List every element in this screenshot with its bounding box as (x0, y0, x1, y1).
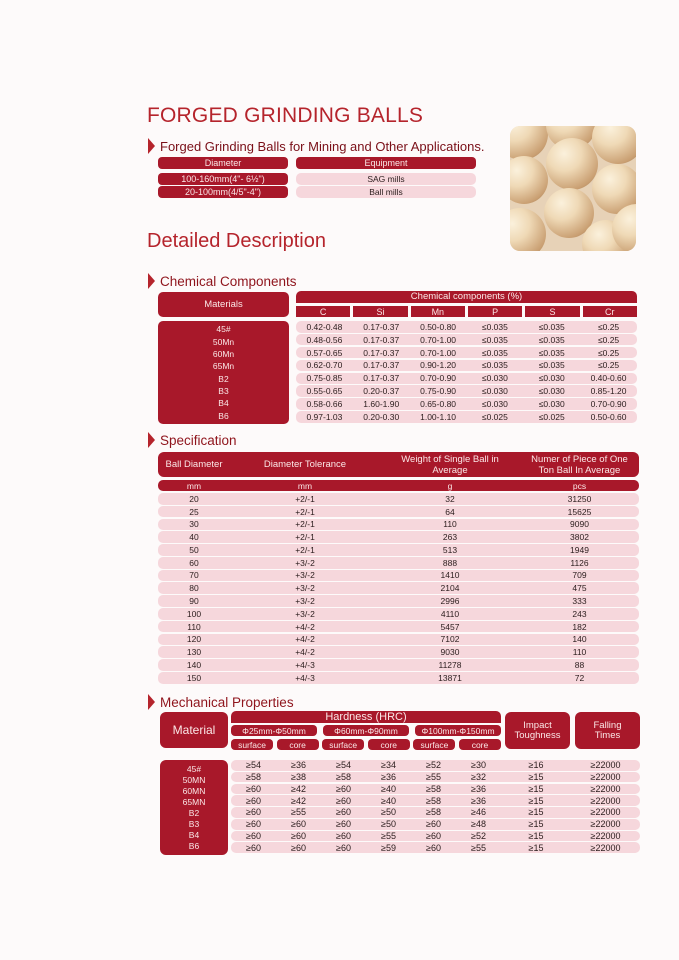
mech-heading-text: Mechanical Properties (160, 694, 294, 710)
spec-cell: +4/-2 (295, 647, 315, 658)
chem-cell: 0.62-0.70 (306, 360, 343, 371)
spec-row (158, 506, 639, 518)
mech-cell: ≥40 (381, 795, 396, 806)
bullet-triangle-icon (148, 273, 155, 289)
chem-cell: 1.60-1.90 (363, 399, 400, 410)
mech-cell: ≥15 (528, 807, 544, 818)
intro-equipment-2: Ball mills (296, 186, 476, 198)
mech-cell: ≥22000 (590, 842, 621, 853)
mech-cell: ≥52 (426, 760, 441, 771)
spec-row (158, 531, 639, 543)
chem-row (296, 373, 637, 385)
spec-cell: 100 (186, 608, 202, 619)
spec-cell: +4/-2 (295, 621, 315, 632)
spec-cell: 50 (189, 544, 199, 555)
chem-row (296, 334, 637, 346)
mech-cell: ≥32 (471, 772, 486, 783)
mech-cell: ≥60 (336, 807, 351, 818)
chem-cell: ≤0.25 (597, 360, 620, 371)
mech-cell: ≥55 (426, 772, 441, 783)
chem-cell: 0.75-0.85 (306, 373, 343, 384)
hardness-ranges (231, 725, 501, 737)
mech-cell: ≥60 (246, 819, 261, 830)
mech-cell: ≥50 (381, 819, 396, 830)
chem-materials-column (158, 321, 289, 424)
spec-cell: 2996 (440, 596, 460, 607)
chem-cell: 0.17-0.37 (363, 334, 400, 345)
mech-row (231, 760, 640, 771)
chem-heading (148, 273, 297, 289)
mech-cell: ≥22000 (590, 819, 621, 830)
grinding-balls-photo (510, 126, 636, 251)
chem-heading-text: Chemical Components (160, 273, 297, 289)
mech-material-label: B3 (188, 819, 200, 830)
mech-cell: ≥60 (426, 842, 441, 853)
bullet-triangle-icon (148, 432, 155, 448)
chem-material-label: 45# (216, 324, 231, 335)
spec-cell: +3/-2 (295, 608, 315, 619)
spec-unit-cell: mm (297, 480, 313, 491)
hardness-range: Φ100mm-Φ150mm (415, 725, 501, 736)
mech-material-label: 50MN (182, 774, 206, 785)
hardness-subheaders (231, 739, 501, 750)
hardness-subheader: core (459, 739, 501, 750)
spec-cell: 5457 (440, 621, 460, 632)
spec-cell: +4/-3 (295, 672, 315, 683)
mech-cell: ≥16 (528, 760, 544, 771)
spec-cell: 150 (186, 672, 202, 683)
spec-row (158, 672, 639, 684)
spec-cell: 4110 (440, 608, 460, 619)
mech-row (231, 819, 640, 830)
spec-cell: 140 (186, 659, 202, 670)
spec-cell: 80 (189, 583, 199, 594)
spec-cell: 11278 (438, 659, 462, 670)
mech-cell: ≥60 (246, 830, 261, 841)
mech-cell: ≥60 (336, 795, 351, 806)
spec-cell: 709 (572, 570, 587, 581)
spec-cell: +2/-1 (295, 532, 315, 543)
spec-cell: 9030 (440, 647, 460, 658)
mech-cell: ≥60 (246, 842, 261, 853)
mech-cell: ≥42 (291, 783, 306, 794)
intro-diameter-2: 20-100mm(4/5"-4") (158, 186, 288, 198)
hardness-subheader: core (277, 739, 319, 750)
impact-header: Impact Toughness (505, 712, 570, 749)
chem-cell: ≤0.025 (481, 412, 508, 423)
chem-column-header: S (525, 306, 579, 317)
spec-unit-cell: g (447, 480, 453, 491)
chem-cell: ≤0.030 (481, 399, 508, 410)
spec-row (158, 621, 639, 633)
spec-cell: 888 (442, 557, 458, 568)
mech-row (231, 772, 640, 783)
hardness-subheader: surface (413, 739, 455, 750)
mech-cell: ≥22000 (590, 795, 621, 806)
spec-heading (148, 432, 237, 448)
mech-cell: ≥54 (336, 760, 351, 771)
chem-cell: 0.75-0.90 (420, 386, 457, 397)
spec-unit-cell: mm (186, 480, 202, 491)
mech-cell: ≥36 (471, 783, 486, 794)
mech-materials-column (160, 760, 228, 855)
chem-cell: ≤0.035 (538, 334, 565, 345)
spec-cell: 15625 (567, 506, 592, 517)
mech-cell: ≥15 (528, 830, 544, 841)
spec-cell: 110 (572, 647, 587, 658)
spec-cell: +3/-2 (295, 557, 315, 568)
mech-cell: ≥59 (381, 842, 396, 853)
chem-cell: 0.85-1.20 (590, 386, 627, 397)
mech-cell: ≥52 (471, 830, 486, 841)
spec-cell: +2/-1 (295, 493, 315, 504)
chem-column-header: P (468, 306, 522, 317)
spec-cell: 130 (186, 647, 202, 658)
chem-material-label: 65Mn (212, 361, 235, 372)
chem-cell: 0.48-0.56 (306, 334, 343, 345)
bullet-triangle-icon (148, 694, 155, 710)
chem-material-label: B6 (218, 410, 229, 421)
mech-material-label: 60MN (182, 785, 206, 796)
spec-heading-text: Specification (160, 432, 237, 448)
spec-cell: +3/-2 (295, 570, 315, 581)
intro-diameter-1: 100-160mm(4"- 6½") (158, 173, 288, 185)
mech-cell: ≥60 (246, 807, 261, 818)
chem-row (296, 347, 637, 359)
mech-cell: ≥22000 (590, 772, 621, 783)
mech-cell: ≥58 (426, 795, 441, 806)
mech-cell: ≥60 (426, 819, 441, 830)
hardness-range: Φ60mm-Φ90mm (323, 725, 409, 736)
spec-row (158, 519, 639, 531)
mech-row (231, 831, 640, 842)
chem-cell: ≤0.025 (538, 412, 565, 423)
spec-row (158, 544, 639, 556)
spec-cell: 333 (572, 596, 587, 607)
chem-cell: 0.90-1.20 (420, 360, 457, 371)
mech-cell: ≥60 (291, 819, 306, 830)
spec-header-cell: Weight of Single Ball in Average (401, 453, 499, 476)
chem-row (296, 321, 637, 333)
chem-cell: 0.97-1.03 (306, 412, 343, 423)
spec-cell: 1949 (570, 544, 589, 555)
spec-cell: 70 (189, 570, 199, 581)
spec-cell: 25 (189, 506, 199, 517)
chem-cell: ≤0.030 (538, 373, 565, 384)
mech-cell: ≥22000 (590, 760, 621, 771)
spec-cell: +3/-2 (295, 596, 315, 607)
spec-cell: +3/-2 (295, 583, 315, 594)
spec-cell: 1410 (440, 570, 460, 581)
spec-cell: +4/-2 (295, 634, 315, 645)
spec-cell: +2/-1 (295, 544, 315, 555)
chem-cell: ≤0.035 (481, 321, 508, 332)
chem-cell: ≤0.030 (481, 373, 508, 384)
chem-material-label: 50Mn (212, 336, 235, 347)
spec-row (158, 608, 639, 620)
chem-column-headers (296, 306, 637, 317)
materials-header: Materials (158, 292, 289, 317)
subtitle (148, 138, 484, 154)
mech-material-label: B2 (188, 808, 200, 819)
chem-cell: 0.42-0.48 (306, 321, 343, 332)
chem-column-header: C (296, 306, 350, 317)
mech-cell: ≥54 (246, 760, 261, 771)
mech-rows (231, 760, 640, 854)
spec-cell: 513 (442, 544, 458, 555)
diameter-header: Diameter (158, 157, 288, 169)
chem-cell: 0.58-0.66 (306, 399, 343, 410)
mech-material-label: B4 (188, 830, 200, 841)
falling-header: Falling Times (575, 712, 640, 749)
spec-cell: 64 (445, 506, 455, 517)
spec-row (158, 570, 639, 582)
chem-row (296, 360, 637, 372)
spec-cell: +2/-1 (295, 506, 315, 517)
chem-cell: 0.57-0.65 (306, 347, 343, 358)
spec-row (158, 582, 639, 594)
spec-cell: 3802 (570, 532, 589, 543)
mech-material-label: 45# (186, 763, 202, 774)
chem-cell: 0.17-0.37 (363, 360, 400, 371)
mech-cell: ≥50 (381, 807, 396, 818)
chem-cell: 1.00-1.10 (420, 412, 457, 423)
mech-row (231, 842, 640, 853)
hardness-range: Φ25mm-Φ50mm (231, 725, 317, 736)
mech-cell: ≥55 (381, 830, 396, 841)
spec-cell: 31250 (567, 493, 592, 504)
chem-cell: ≤0.035 (481, 334, 508, 345)
spec-cell: 20 (189, 493, 199, 504)
chem-cell: 0.17-0.37 (363, 347, 400, 358)
chem-row (296, 411, 637, 423)
chem-row (296, 385, 637, 397)
mech-cell: ≥38 (291, 772, 306, 783)
spec-rows (158, 493, 639, 685)
mech-cell: ≥40 (381, 783, 396, 794)
intro-equipment-1: SAG mills (296, 173, 476, 185)
mech-cell: ≥60 (336, 819, 351, 830)
spec-cell: 13871 (438, 672, 462, 683)
mech-cell: ≥60 (336, 842, 351, 853)
mech-cell: ≥60 (291, 830, 306, 841)
mech-cell: ≥55 (291, 807, 306, 818)
chem-cell: ≤0.035 (538, 360, 565, 371)
chem-row (296, 398, 637, 410)
hardness-subheader: surface (322, 739, 364, 750)
mech-cell: ≥48 (471, 819, 486, 830)
mech-row (231, 807, 640, 818)
spec-row (158, 557, 639, 569)
mech-cell: ≥60 (336, 783, 351, 794)
mech-cell: ≥34 (381, 760, 396, 771)
subtitle-text: Forged Grinding Balls for Mining and Other Applications. (160, 138, 485, 154)
mech-cell: ≥60 (426, 830, 441, 841)
page-title: FORGED GRINDING BALLS (147, 104, 424, 127)
hardness-header: Hardness (HRC) (231, 711, 501, 723)
chem-cell: ≤0.25 (597, 347, 620, 358)
spec-row (158, 646, 639, 658)
spec-cell: 7102 (440, 634, 460, 645)
chem-cell: 0.65-0.80 (420, 399, 457, 410)
mech-cell: ≥22000 (590, 807, 621, 818)
mech-cell: ≥60 (291, 842, 306, 853)
chem-cell: ≤0.035 (538, 347, 565, 358)
chem-column-header: Si (353, 306, 407, 317)
chem-material-label: 60Mn (212, 348, 235, 359)
spec-cell: 30 (189, 519, 199, 530)
spec-cell: 140 (572, 634, 587, 645)
chem-group-header: Chemical components (%) (296, 291, 637, 303)
chem-material-label: B2 (218, 373, 229, 384)
mech-cell: ≥36 (381, 772, 396, 783)
chem-cell: 0.50-0.60 (590, 412, 627, 423)
mech-cell: ≥15 (528, 842, 544, 853)
chem-cell: ≤0.030 (538, 399, 565, 410)
mech-cell: ≥15 (528, 795, 544, 806)
chem-material-label: B4 (218, 398, 229, 409)
mech-row (231, 784, 640, 795)
chem-cell: 0.70-1.00 (420, 347, 457, 358)
mech-material-label: 65MN (182, 796, 206, 807)
chem-cell: 0.70-0.90 (590, 399, 627, 410)
chem-cell: 0.20-0.30 (363, 412, 400, 423)
chem-cell: 0.17-0.37 (363, 373, 400, 384)
bullet-triangle-icon (148, 138, 155, 154)
mech-cell: ≥58 (426, 783, 441, 794)
chem-cell: ≤0.030 (538, 386, 565, 397)
hardness-subheader: core (368, 739, 410, 750)
chem-cell: 0.17-0.37 (363, 321, 400, 332)
mech-heading (148, 694, 294, 710)
spec-cell: 182 (572, 621, 587, 632)
spec-cell: 475 (572, 583, 587, 594)
spec-cell: 2104 (440, 583, 460, 594)
spec-row (158, 634, 639, 646)
chem-cell: ≤0.035 (481, 360, 508, 371)
mech-cell: ≥15 (528, 772, 544, 783)
spec-cell: +4/-3 (295, 659, 315, 670)
mech-cell: ≥55 (471, 842, 486, 853)
mech-cell: ≥22000 (590, 783, 621, 794)
spec-cell: 110 (187, 621, 201, 632)
detailed-description-heading: Detailed Description (147, 230, 326, 252)
spec-cell: 72 (574, 672, 585, 683)
chem-rows (296, 321, 637, 424)
mech-cell: ≥58 (246, 772, 261, 783)
mech-cell: ≥15 (528, 819, 544, 830)
mech-cell: ≥22000 (590, 830, 621, 841)
spec-row (158, 659, 639, 671)
spec-cell: 9090 (570, 519, 589, 530)
spec-header-cell: Numer of Piece of One Ton Ball In Average (531, 453, 628, 476)
chem-column-header: Mn (411, 306, 465, 317)
spec-cell: 263 (442, 532, 458, 543)
mech-cell: ≥60 (246, 783, 261, 794)
spec-header-cell: Diameter Tolerance (263, 459, 347, 470)
chem-cell: 0.50-0.80 (420, 321, 457, 332)
spec-unit-cell: pcs (572, 480, 587, 491)
spec-row (158, 493, 639, 505)
spec-header-row (158, 452, 639, 477)
mech-cell: ≥30 (471, 760, 486, 771)
mech-cell: ≥58 (426, 807, 441, 818)
mech-row (231, 795, 640, 806)
spec-units-row (158, 480, 639, 491)
mech-cell: ≥15 (528, 783, 544, 794)
chem-cell: 0.55-0.65 (306, 386, 343, 397)
mech-cell: ≥58 (336, 772, 351, 783)
spec-cell: +2/-1 (295, 519, 315, 530)
mech-cell: ≥36 (291, 760, 306, 771)
mech-cell: ≥36 (471, 795, 486, 806)
chem-cell: ≤0.25 (597, 334, 620, 345)
spec-cell: 120 (186, 634, 202, 645)
chem-cell: ≤0.035 (538, 321, 565, 332)
spec-cell: 110 (443, 519, 457, 530)
spec-cell: 1126 (570, 557, 589, 568)
hardness-subheader: surface (231, 739, 273, 750)
chem-cell: 0.20-0.37 (363, 386, 400, 397)
chem-cell: 0.70-1.00 (420, 334, 457, 345)
equipment-header: Equipment (296, 157, 476, 169)
chem-cell: ≤0.25 (597, 321, 620, 332)
spec-cell: 90 (189, 596, 199, 607)
mech-cell: ≥60 (336, 830, 351, 841)
spec-cell: 243 (572, 608, 587, 619)
spec-cell: 60 (189, 557, 199, 568)
chem-cell: ≤0.035 (481, 347, 508, 358)
chem-material-label: B3 (218, 386, 229, 397)
chem-cell: ≤0.030 (481, 386, 508, 397)
mech-cell: ≥60 (246, 795, 261, 806)
spec-header-cell: Ball Diameter (165, 459, 223, 470)
mech-cell: ≥46 (471, 807, 486, 818)
material-header: Material (160, 712, 228, 748)
chem-column-header: Cr (583, 306, 637, 317)
spec-cell: 32 (445, 493, 455, 504)
spec-cell: 88 (574, 659, 585, 670)
spec-row (158, 595, 639, 607)
mech-material-label: B6 (188, 841, 200, 852)
spec-cell: 40 (189, 532, 199, 543)
chem-cell: 0.40-0.60 (590, 373, 627, 384)
mech-cell: ≥42 (291, 795, 306, 806)
chem-cell: 0.70-0.90 (420, 373, 457, 384)
